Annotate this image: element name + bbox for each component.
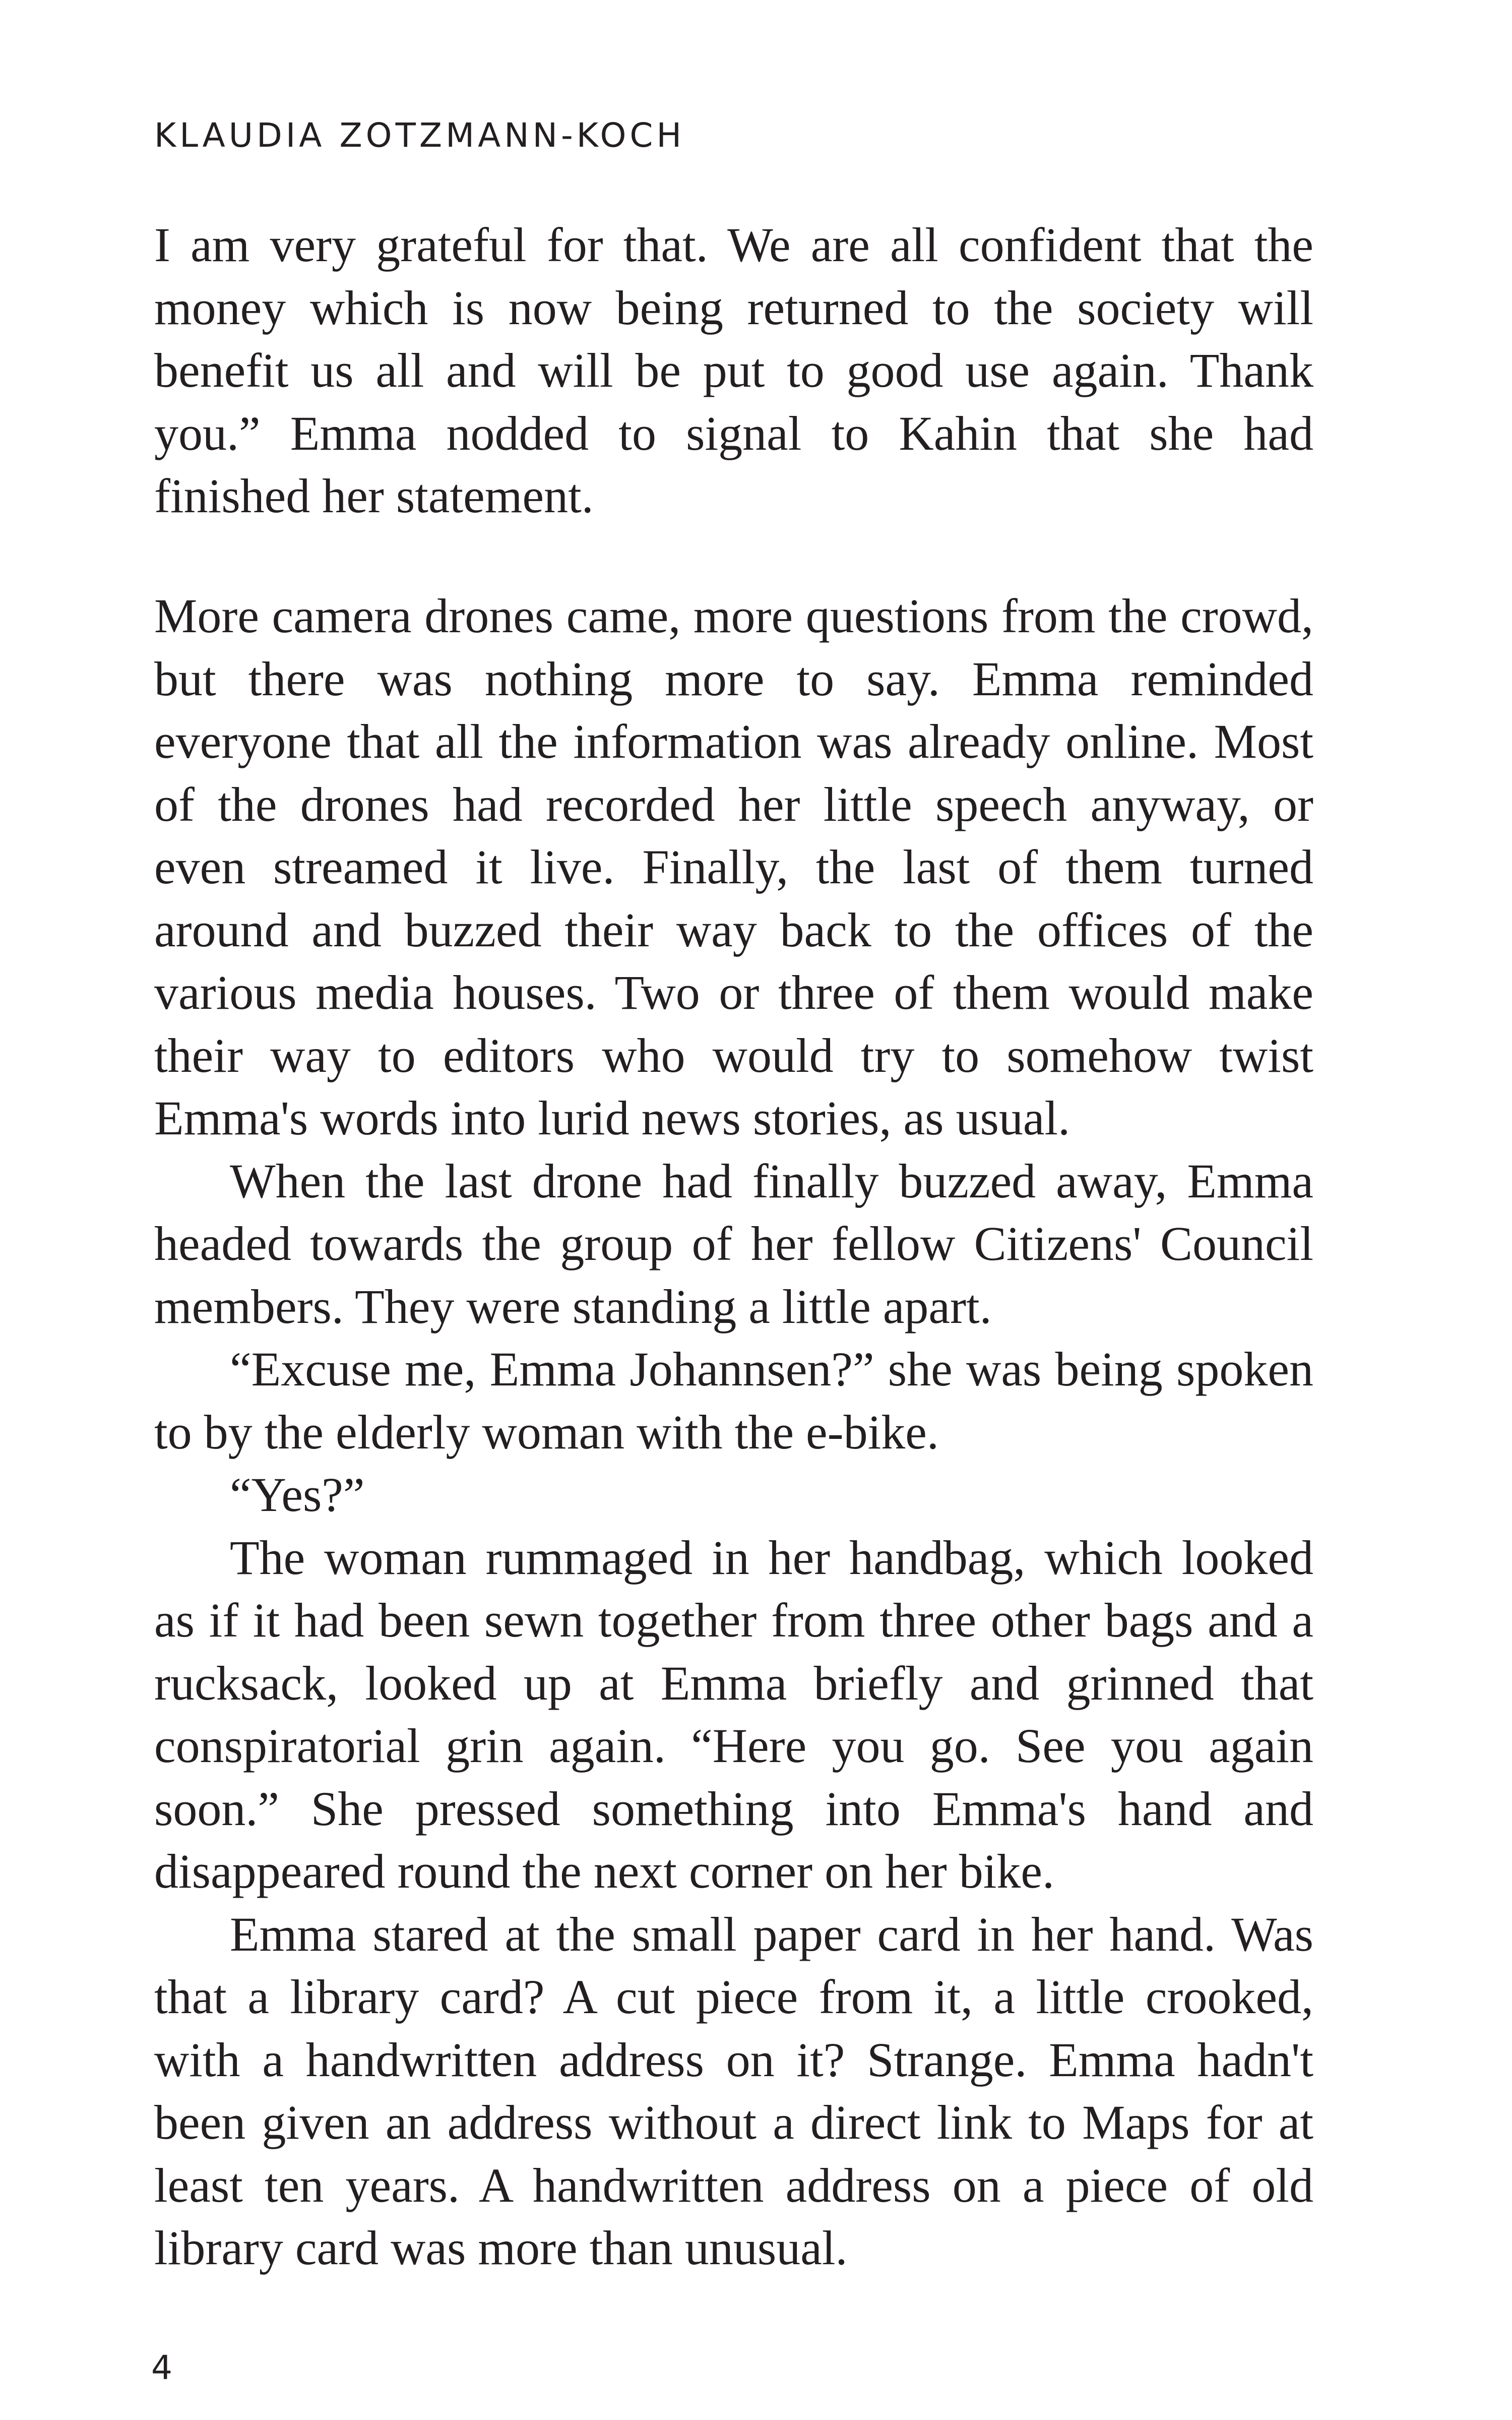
text-block-scene (154, 585, 1313, 2280)
paragraph-dialogue: “Yes?” (230, 1468, 365, 1522)
paragraph-dialogue: “Excuse me, Emma Johannsen?” she was being spoken to by the elderly woman with the e-bike. (154, 1342, 1313, 1459)
paragraph: Emma stared at the small paper card in her hand. Was that a library card? A cut piece from it, a little crooked, with a handwritten address on it? Strange. Emma hadn't been given an address without a direct link to Maps for at least ten years. A handwritten address on a piece of old library card was more than unusual. (154, 1907, 1313, 2275)
paragraph: I am very grateful for that. We are all confident that the money which is now being returned to the society will benefit us all and will be put to good use again. Thank you.” Emma nodded to signal to Kahin that she had finished her statement. (154, 218, 1313, 523)
running-head-author: KLAUDIA ZOTZMANN-KOCH (154, 116, 685, 155)
page-number: 4 (151, 2348, 172, 2387)
paragraph: The woman rummaged in her handbag, which looked as if it had been sewn together from three other bags and a rucksack, looked up at Emma briefly and grinned that conspiratorial grin again. “Here you go. See you again soon.” She pressed something into Emma's hand and disappeared round the next corner on her bike. (154, 1530, 1313, 1898)
paragraph: More camera drones came, more questions from the crowd, but there was nothing more to say. Emma reminded everyone that all the information was already online. Most of the drones had recorded her little speech anyway, or even streamed it live. Finally, the last of them turned around and buzzed their way back to the offices of the various media houses. Two or three of them would make their way to editors who would try to somehow twist Emma's words into lurid news stories, as usual. (154, 589, 1313, 1145)
text-block-continuation (154, 214, 1313, 528)
paragraph: When the last drone had finally buzzed away, Emma headed towards the group of her fellow Citizens' Council members. They were standing a little apart. (154, 1154, 1313, 1334)
